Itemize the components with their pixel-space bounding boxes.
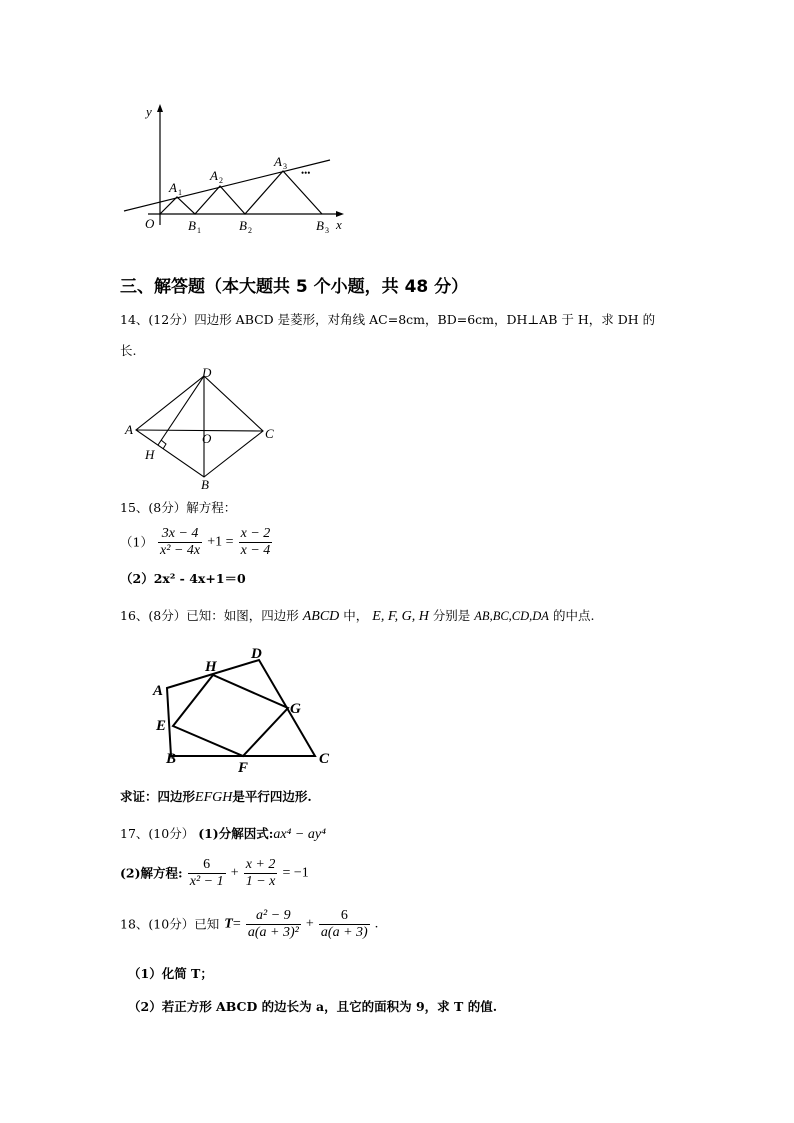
q18-text-a: 18、(10分）已知 bbox=[120, 916, 220, 932]
q17-p1-label: (1)分解因式: bbox=[198, 826, 274, 841]
q17-num1: 6 bbox=[188, 857, 226, 874]
q16-text-b: 中， bbox=[343, 608, 369, 623]
q16-text-a: 16、(8分）已知：如图，四边形 bbox=[120, 608, 299, 623]
q16-text bbox=[120, 610, 594, 624]
q15-den1: x² − 4x bbox=[160, 543, 201, 558]
q18-fraction-right bbox=[319, 908, 370, 941]
q16-sides: AB,BC,CD,DA bbox=[474, 609, 549, 623]
label-a3: A bbox=[274, 154, 282, 169]
q17-rhs: = −1 bbox=[282, 865, 309, 881]
label-a1-sub: 1 bbox=[178, 188, 182, 197]
section-title: 三、解答题（本大题共 5 个小题，共 48 分） bbox=[120, 277, 469, 297]
label-a2: A bbox=[210, 168, 218, 183]
label-b2-sub: 2 bbox=[248, 226, 252, 235]
y-axis-arrow bbox=[157, 104, 163, 112]
label-b: B bbox=[166, 751, 177, 767]
q16-efgh: E, F, G, H bbox=[372, 609, 429, 624]
continuation-dots: ••• bbox=[301, 168, 311, 178]
label-b: B bbox=[201, 477, 209, 492]
q18-plus: + bbox=[305, 916, 314, 932]
segment-dh bbox=[158, 376, 204, 445]
label-a: A bbox=[153, 683, 164, 699]
label-c: C bbox=[319, 751, 330, 767]
q17-den2: 1 − x bbox=[245, 874, 276, 889]
slanted-line bbox=[124, 160, 330, 211]
q18-dot: . bbox=[374, 916, 379, 932]
q17-fraction-left bbox=[188, 857, 226, 890]
q17-den1: x² − 1 bbox=[189, 874, 224, 889]
zigzag-path bbox=[160, 171, 322, 214]
q18-eq: = bbox=[232, 916, 241, 932]
label-h: H bbox=[145, 447, 155, 462]
label-o: O bbox=[202, 431, 212, 446]
q17-p1-expr: ax⁴ − ay⁴ bbox=[273, 827, 326, 842]
q14-text-line2: 长. bbox=[120, 343, 137, 358]
q16-proof-efgh: EFGH bbox=[195, 790, 233, 805]
figure-rhombus bbox=[120, 365, 290, 495]
q15-num2: x − 2 bbox=[240, 526, 271, 541]
q14-text-line1: 14、(12分）四边形 ABCD 是菱形，对角线 AC=8cm，BD=6cm，DH⊥AB 于 H，求 DH 的 bbox=[120, 312, 656, 327]
rhombus-abcd bbox=[136, 376, 263, 477]
label-b1: B bbox=[188, 218, 196, 233]
figure-quadrilateral bbox=[125, 640, 360, 780]
q17-p2-label: (2)解方程: bbox=[120, 865, 183, 881]
q15-num1: 3x − 4 bbox=[158, 526, 202, 543]
label-b1-sub: 1 bbox=[197, 226, 201, 235]
q18-part2: （2）若正方形 ABCD 的边长为 a，且它的面积为 9，求 T 的值. bbox=[128, 999, 498, 1014]
q17-fraction-right bbox=[244, 857, 278, 890]
q16-proof-a: 求证：四边形 bbox=[120, 789, 196, 804]
q17-part1 bbox=[120, 828, 326, 842]
q18-t: T bbox=[224, 916, 233, 932]
origin-label: O bbox=[145, 216, 155, 231]
q15-fraction-left bbox=[158, 526, 202, 559]
label-d: D bbox=[202, 365, 212, 380]
q17-text-a: 17、(10分） bbox=[120, 826, 195, 841]
quadrilateral-efgh bbox=[173, 675, 288, 756]
label-a2-sub: 2 bbox=[219, 176, 223, 185]
label-f: F bbox=[238, 760, 249, 776]
q16-proof bbox=[120, 791, 312, 805]
q16-proof-b: 是平行四边形. bbox=[232, 789, 312, 804]
q18-num2: 6 bbox=[319, 908, 370, 925]
q17-plus: + bbox=[230, 865, 239, 881]
q18-part1: （1）化简 T； bbox=[128, 966, 213, 981]
label-a: A bbox=[125, 422, 133, 437]
q15-fraction-right bbox=[239, 526, 273, 559]
q15-den2: x − 4 bbox=[240, 543, 271, 558]
diagonal-ac bbox=[136, 430, 263, 431]
q18-den1: a(a + 3)² bbox=[247, 925, 299, 940]
q18-num1: a² − 9 bbox=[246, 908, 301, 925]
q17-num2: x + 2 bbox=[245, 857, 276, 872]
q15-text: 15、(8分）解方程： bbox=[120, 500, 237, 515]
q15-part1-label: （1） bbox=[120, 534, 153, 550]
label-h: H bbox=[205, 659, 217, 675]
x-axis-label: x bbox=[336, 217, 342, 232]
label-e: E bbox=[156, 718, 167, 734]
q16-abcd: ABCD bbox=[302, 609, 340, 624]
label-a3-sub: 3 bbox=[283, 162, 287, 171]
q15-part1 bbox=[120, 526, 272, 559]
y-axis-label: y bbox=[146, 104, 152, 119]
label-a1: A bbox=[169, 180, 177, 195]
figure-zigzag-coordinate bbox=[110, 100, 360, 240]
q16-text-c: 分别是 bbox=[432, 608, 471, 623]
q15-part2: （2）2x² - 4x+1＝0 bbox=[120, 571, 246, 586]
label-c: C bbox=[265, 426, 274, 441]
label-b3: B bbox=[316, 218, 324, 233]
q18-den2: a(a + 3) bbox=[320, 925, 368, 940]
q18-expression bbox=[120, 908, 378, 941]
q16-text-d: 的中点. bbox=[552, 608, 595, 623]
label-b3-sub: 3 bbox=[325, 226, 329, 235]
label-b2: B bbox=[239, 218, 247, 233]
q15-plus-one: +1 = bbox=[207, 534, 234, 550]
label-g: G bbox=[290, 701, 301, 717]
q18-fraction-left bbox=[246, 908, 301, 941]
q17-part2 bbox=[120, 857, 309, 890]
label-d: D bbox=[251, 646, 262, 662]
